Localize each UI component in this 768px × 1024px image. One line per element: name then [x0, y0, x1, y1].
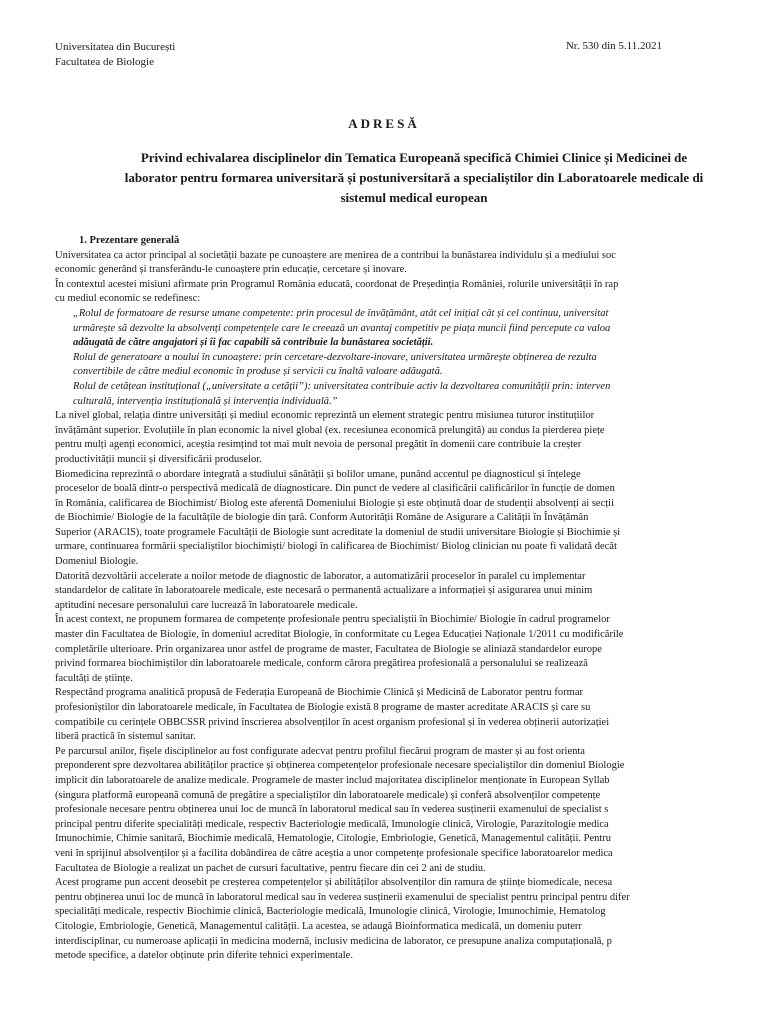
body-line: metode specifice, a datelor obținute prin diferite tehnici experimentale.: [55, 950, 353, 962]
quote-line: urmărește să dezvolte la absolvenți competențele care le creează un avantaj competitiv pe piața muncii fiind percepute ca valoa: [73, 322, 611, 334]
body-line: Universitatea ca actor principal al societății bazate pe cunoaștere are menirea de a contribui la bunăstarea individulu și a mediului soc: [55, 249, 616, 261]
body-line: În acest context, ne propunem formarea de competențe profesionale pentru specialiștii în Biochimie/ Biologie în cadrul programelor: [55, 614, 610, 626]
letterhead: [55, 40, 175, 70]
subject-block: [64, 148, 764, 208]
registration-number: Nr. 530 din 5.11.2021: [565, 40, 662, 52]
body-line: cu mediul economic se redefinesc:: [55, 293, 201, 305]
body-line: Citologie, Embriologie, Genetică, Managementul calității. La acestea, se adaugă Bioinformatica medicală, un domeniu puterr: [55, 920, 582, 932]
body-line: implicit din laboratoarele de analize medicale. Programele de master includ majoritatea disciplinelor menționate în European Syllab: [55, 774, 610, 786]
body-line: productivității muncii și diversificării produselor.: [55, 453, 262, 465]
body-line: specialități medicale, respectiv Biochimie clinică, Bacteriologie medicală, Imunologie clinică, Virologie, Imunochimie, Hematolog: [55, 906, 606, 918]
section-heading: 1. Prezentare generală: [79, 235, 180, 246]
body-line: pentru mulți agenți economici, aceștia resimțind tot mai mult nevoia de personal pregătit în domenii care contribuie la creșter: [55, 439, 582, 451]
quote-line: „Rolul de formatoare de resurse umane competente: prin procesul de învățământ, atât cel inițial cât și cel continuu, universitat: [73, 307, 609, 319]
body-line: privind formarea biochimiștilor din laboratoarele medicale, conform cărora pregătirea profesională a personalului se realizează: [55, 658, 588, 670]
body-line: compatibile cu cerințele OBBCSSR privind înscrierea absolvenților în acest organism profesional și în vederea obținerii autorizației: [55, 716, 610, 728]
body-line: preponderent spre dezvoltarea abilităților practice și obținerea competențelor profesionale necesare specialiștilor din domeniul Biologie: [55, 760, 625, 772]
body-line: În contextul acestei misiuni afirmate prin Programul România educată, coordonat de Președinția României, rolurile universității în rap: [55, 278, 619, 290]
quote-line: culturală, intervenția instituțională și intervenția individuală.”: [73, 395, 338, 407]
subject-line: laborator pentru formarea universitară și postuniversitară a specialiștilor din Laboratoarele medicale di: [124, 170, 704, 185]
body-line: învățământ superior. Evoluțiile în plan economic la nivel global (ex. recesiunea economică prelungită) au condus la pierderea piețe: [55, 424, 605, 436]
body-line: Imunochimie, Chimie sanitară, Biochimie medicală, Hematologie, Citologie, Embriologie, Genetică, Managementul calității. Pentru: [55, 833, 612, 845]
body-line: (singura platformă europeană comună de pregătire a specialiștilor din laboratoarele medicale) și conferă absolvenților competențe: [55, 789, 601, 801]
body-line: interdisciplinar, cu numeroase aplicații în medicina modernă, inclusiv medicina de laborator, ce presupune analiza computațională, p: [55, 935, 612, 947]
body-line: de Biochimie/ Biologie de la facultățile de biologie din țară. Conform Autorității Române de Asigurare a Calității în Învățămân: [55, 512, 589, 524]
body-line: pentru obținerea unui loc de muncă în laboratorul medical sau în vederea susținerii examenului de specialist pentru principal pentru difer: [55, 891, 630, 903]
body-line: completările ulterioare. Prin organizarea unor astfel de programe de master, Facultatea de Biologie se aliniază standardelor europe: [55, 643, 602, 655]
body-line: Facultatea de Biologie a realizat un pachet de cursuri facultative, pentru fiecare din cei 2 ani de studiu.: [55, 862, 486, 874]
body-line: liberă practică în sistemul sanitar.: [55, 731, 196, 743]
quote-line: adăugată de către angajatori și îi fac capabili să contribuie la bunăstarea societății.: [73, 337, 434, 349]
body-line: Acest programe pun accent deosebit pe creșterea competențelor și abilităților absolvenților din ramura de științe biomedicale, necesa: [55, 877, 613, 889]
quote-line: Rolul de cetățean instituțional („universitate a cetății”): universitatea contribuie activ la dezvoltarea comunității prin: interven: [73, 380, 611, 392]
body-line: Biomedicina reprezintă o abordare integrată a studiului sănătății și bolilor umane, punând accentul pe diagnosticul și înțelege: [55, 468, 581, 480]
body-line: facultăți de științe.: [55, 672, 133, 684]
body-line: Pe parcursul anilor, fișele disciplinelor au fost configurate adecvat pentru profilul fiecărui program de master și au fost orienta: [55, 745, 585, 757]
document-title: ADRESĂ: [348, 116, 420, 131]
quote-line: Rolul de generatoare a noului în cunoaștere: prin cercetare-dezvoltare-inovare, universitatea urmărește obținerea de rezulta: [73, 351, 597, 363]
body-line: standardelor de calitate în laboratoarele medicale, este necesară o permanentă actualizare a informației și asigurarea unui minim: [55, 585, 593, 597]
body-line: economic generând și transferându-le cunoaștere prin educație, cercetare și inovare.: [55, 264, 407, 276]
body-line: Respectând programa analitică propusă de Federația Europeană de Biochimie Clinică și Medicină de Laborator pentru formar: [55, 687, 584, 699]
faculty-name: Facultatea de Biologie: [55, 56, 154, 68]
body-line: veni în sprijinul absolvenților și a facilita dobândirea de către aceștia a unor competențe profesionale specifice laboratoarelor medica: [55, 847, 613, 859]
quote-line: convertibile de către mediul economic în produse și servicii cu înaltă valoare adăugată.: [73, 366, 443, 378]
body-line: principal pentru diferite specialități medicale, respectiv Bacteriologie medicală, Imunologie clinică, Virologie, Parazitologie medica: [55, 818, 609, 830]
body-line: profesioniștilor din laboratoarele medicale, în Facultatea de Biologie există 8 programe de master acreditate ARACIS și care su: [55, 702, 591, 713]
document-body: [55, 234, 768, 964]
university-name: Universitatea din București: [55, 41, 176, 53]
body-line: master din Facultatea de Biologie, în domeniul acreditat Biologie, în conformitate cu Legea Educației Naționale 1/2011 cu modificările: [55, 629, 624, 641]
body-line: urmare, continuarea formării specialiștilor biochimiști/ biologi în calificarea de Biochimist/ Biolog clinician nu poate fi validată decât: [55, 541, 617, 553]
body-line: Domeniul Biologie.: [55, 556, 139, 568]
body-line: profesionale necesare pentru obținerea unui loc de muncă în laboratorul medical sau în vederea susținerii examenului de specialist s: [55, 804, 609, 816]
body-line: La nivel global, relația dintre universități și mediul economic reprezintă un element strategic pentru misiunea tuturor instituțiilor: [55, 410, 595, 422]
body-line: Datorită dezvoltării accelerate a noilor metode de diagnostic de laborator, a automatizării proceselor în paralel cu implementar: [55, 570, 586, 582]
body-line: Superior (ARACIS), toate programele Facultății de Biologie sunt acreditate la domeniul de studii universitare Biologie și Biochimie și: [55, 526, 621, 538]
body-line: aptitudini necesare personalului care lucrează în laboratoarele medicale.: [55, 599, 358, 611]
body-line: în România, calificarea de Biochimist/ Biolog este aferentă Domeniului Biologie și este obținută doar de studenții absolvenți ai secții: [55, 497, 614, 509]
subject-line: sistemul medical european: [340, 190, 488, 205]
subject-line: Privind echivalarea disciplinelor din Tematica Europeană specifică Chimiei Clinice și Medicinei de: [140, 150, 688, 165]
body-line: proceselor de boală dintr-o perspectivă medicală de diagnosticare. Din punct de vedere al clasificării calificărilor în funcție de domen: [55, 483, 615, 495]
